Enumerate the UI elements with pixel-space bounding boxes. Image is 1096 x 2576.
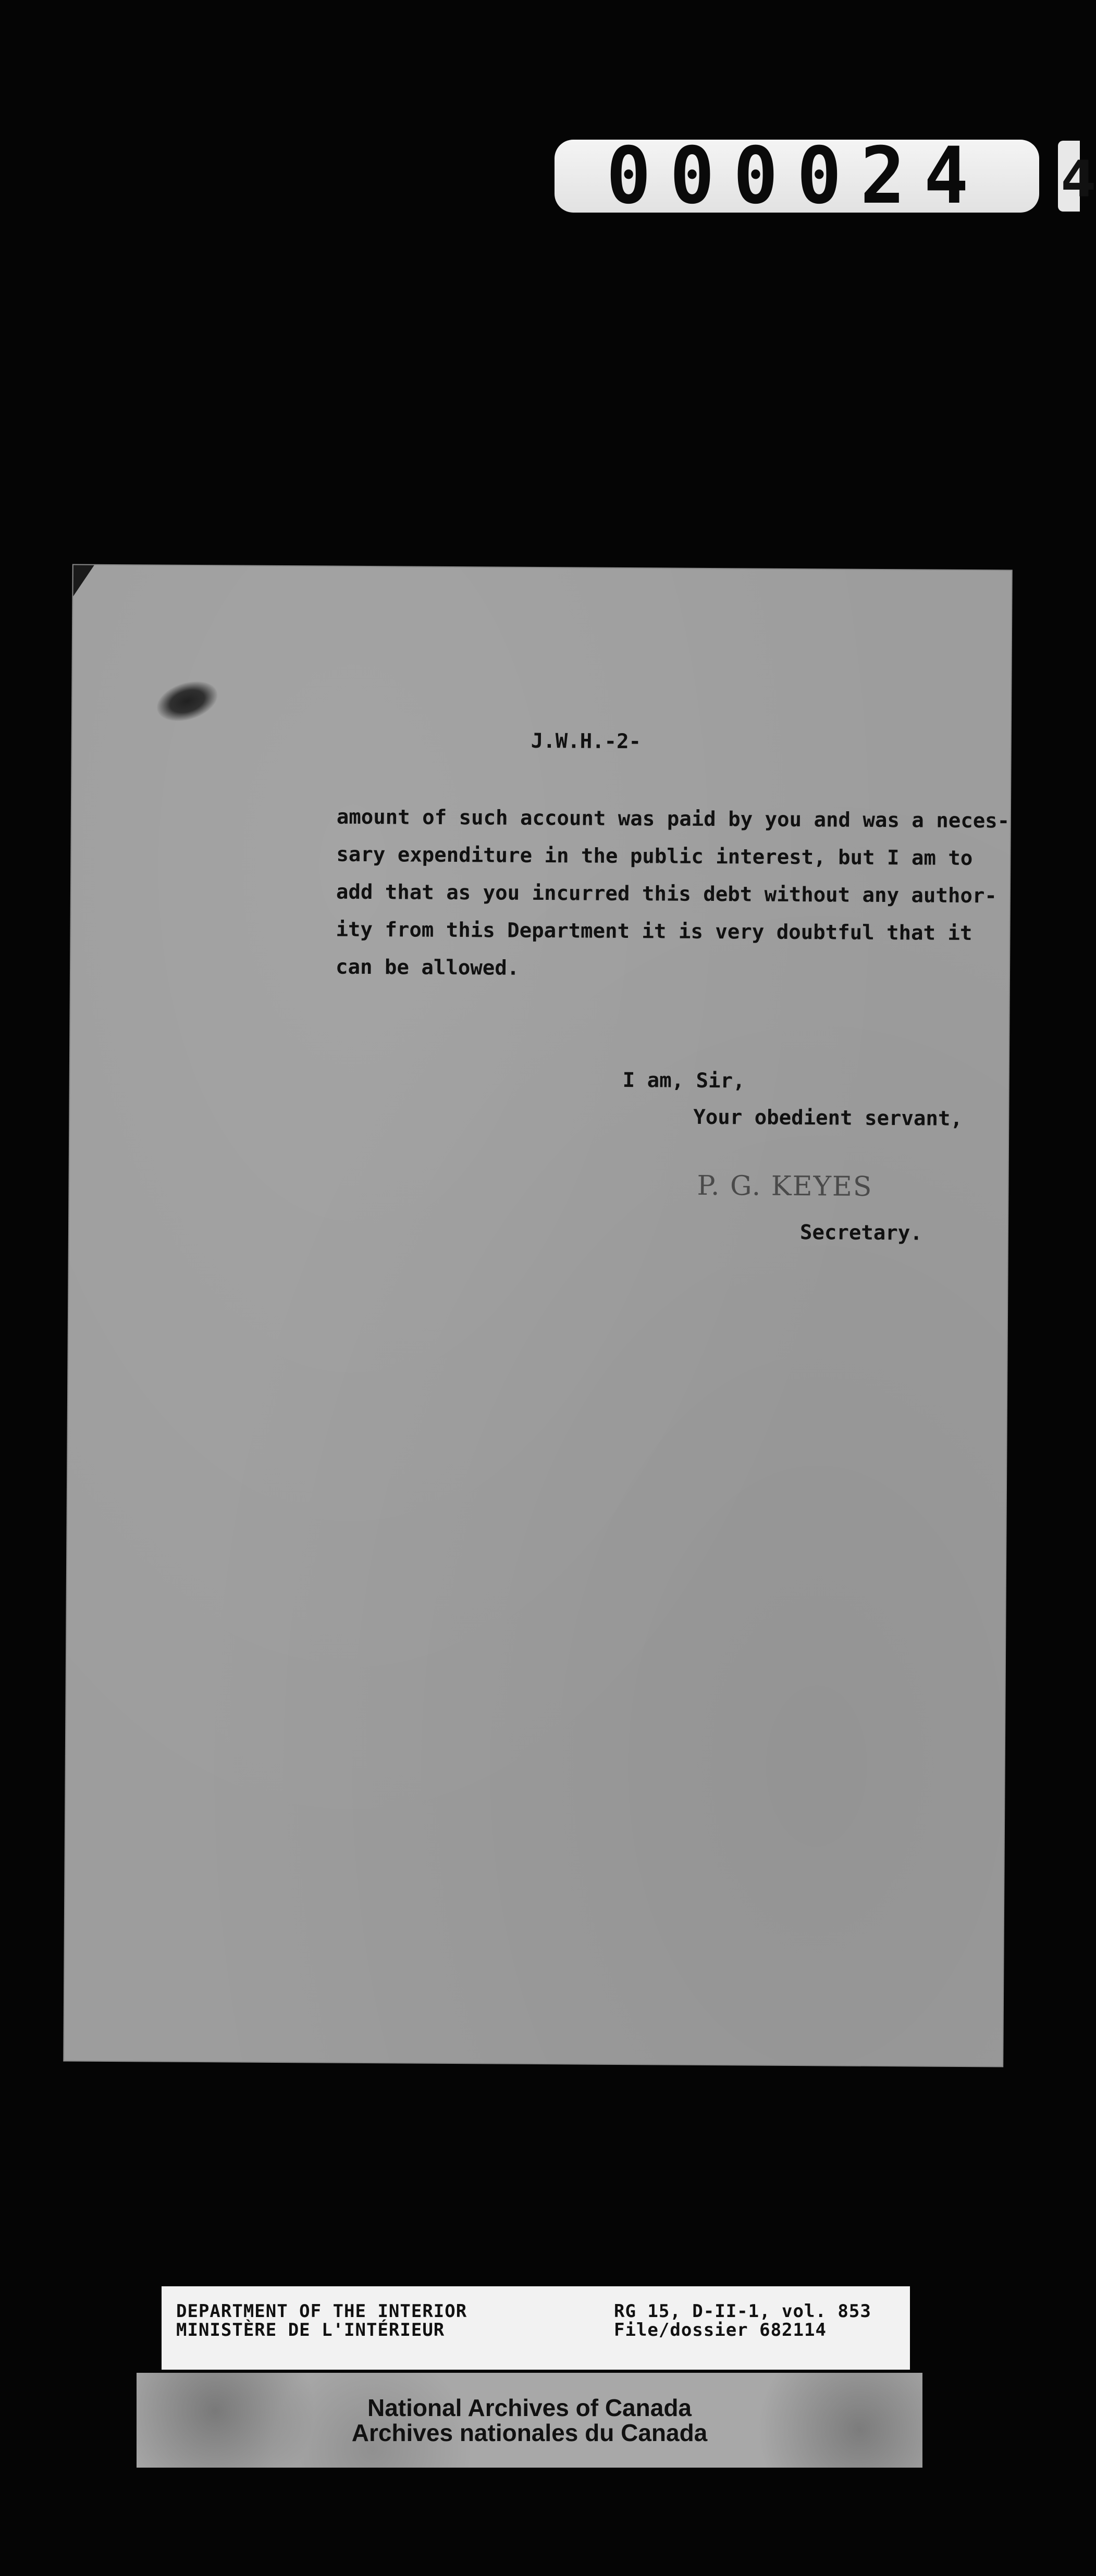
record-group-ref: RG 15, D-II-1, vol. 853 (614, 2301, 871, 2322)
frame-number-label (555, 131, 1039, 221)
department-fr: MINISTÈRE DE L'INTÉRIEUR (176, 2320, 445, 2340)
frame-tab (1058, 141, 1096, 212)
archive-reference-label (162, 2286, 910, 2370)
department-en: DEPARTMENT OF THE INTERIOR (176, 2301, 467, 2322)
nac-name-fr: Archives nationales du Canada (351, 2419, 708, 2446)
body-line-1: amount of such account was paid by you and was a neces- (336, 805, 1010, 833)
body-line-4: ity from this Department it is very doubtful that it (336, 918, 972, 946)
body-line-5: can be allowed. (335, 955, 520, 980)
closing-servant: Your obedient servant, (693, 1105, 963, 1131)
frame-number: 000024 (606, 131, 988, 221)
corner-fold (73, 565, 94, 597)
signature-stamp: P. G. KEYES (697, 1170, 873, 1203)
file-reference (614, 2302, 871, 2339)
national-archives-banner (137, 2373, 922, 2468)
department-names (176, 2302, 467, 2339)
closing-salutation: I am, Sir, (622, 1068, 745, 1093)
signature-title: Secretary. (799, 1221, 922, 1245)
ink-blot (152, 674, 223, 728)
page-header: J.W.H.-2- (531, 729, 642, 754)
frame-tab-char: 4 (1061, 150, 1096, 208)
body-line-3: add that as you incurred this debt without any author- (336, 880, 997, 908)
nac-name-en: National Archives of Canada (367, 2394, 692, 2421)
file-number: File/dossier 682114 (614, 2320, 827, 2340)
body-line-2: sary expenditure in the public interest, but I am to (336, 843, 973, 871)
letter-sheet (64, 565, 1011, 2066)
